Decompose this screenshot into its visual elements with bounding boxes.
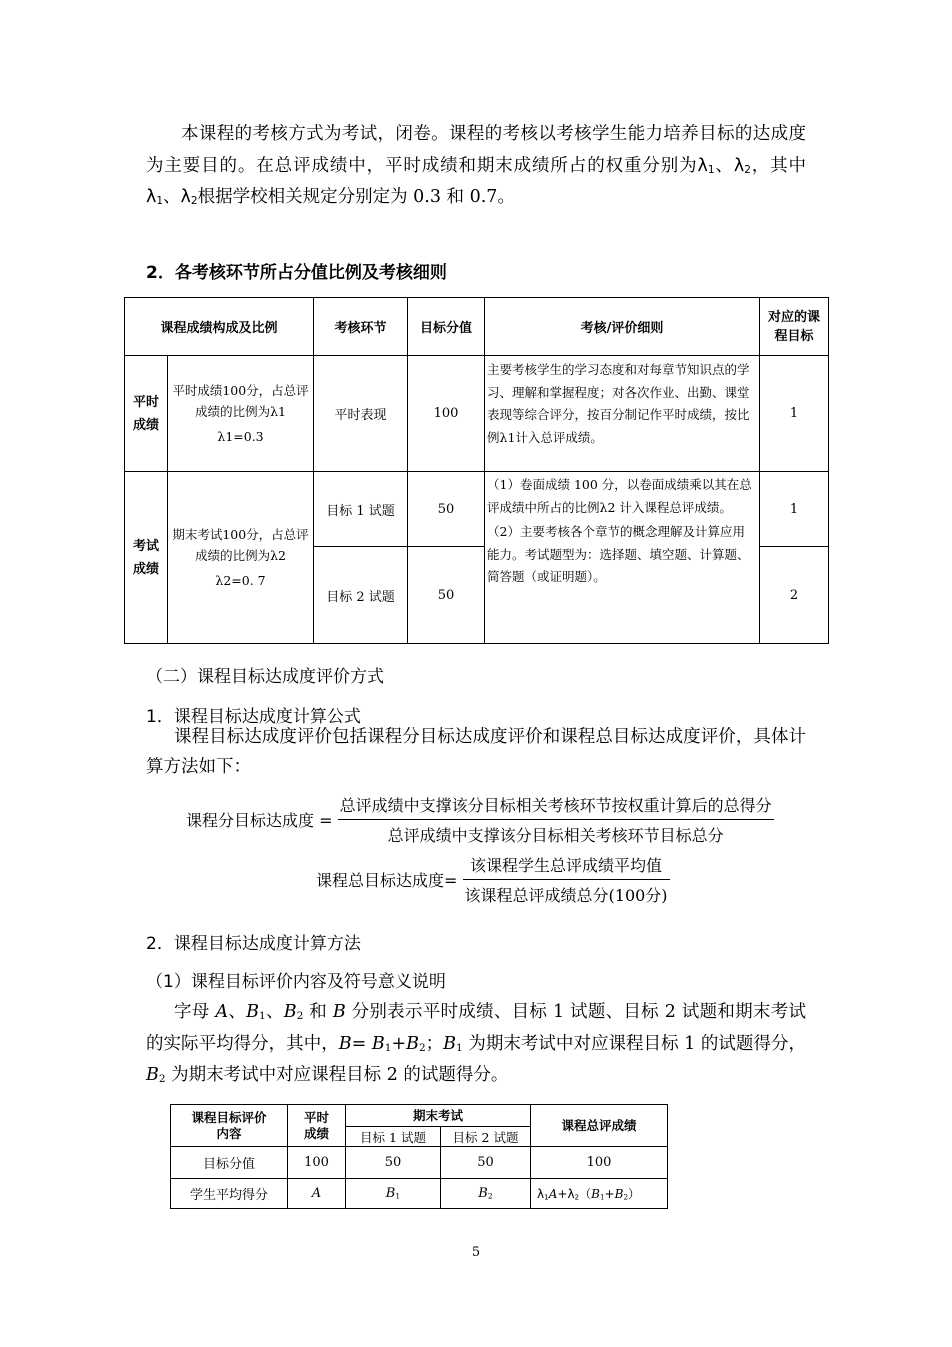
ratio-regular-line1: 平时成绩100分，占总评成绩的比例为λ1	[172, 383, 309, 419]
intro-paragraph: 本课程的考核方式为考试，闭卷。课程的考核以考核学生能力培养目标的达成度为主要目的。在总评成绩中，平时成绩和期末成绩所占的权重分别为$\lambda_1$、$\lambda_2$，其中$\lambda_1$、$\lambda_2$根据学校相关规定分别定为 0.3 和 0.7。	[146, 124, 807, 208]
item-regular: 平时表现	[314, 356, 408, 472]
t2-row1-regular: 100	[288, 1147, 346, 1179]
formula-sub-goal	[186, 793, 774, 846]
section-heading-2: 2．各考核环节所占分值比例及考核细则	[146, 263, 447, 283]
t2-row2-regular: A	[288, 1179, 346, 1209]
t2-row1-exam2: 50	[441, 1147, 531, 1179]
ratio-exam-line1: 期末考试100分，占总评成绩的比例为λ2	[172, 527, 309, 563]
symbol-text-c: 为期末考试中对应课程目标 1 的试题得分，	[468, 1033, 806, 1054]
t2-row1-total: 100	[531, 1147, 668, 1179]
page-number: 5	[471, 1245, 481, 1260]
formula2-lhs: 课程总目标达成度=	[316, 871, 458, 890]
t2-th-exam1: 目标 1 试题	[346, 1127, 441, 1147]
t2-th-content: 课程目标评价内容	[171, 1105, 288, 1147]
t2-row2-total: $\lambda_1A+\lambda_2(B_1+B_2)$	[531, 1179, 668, 1209]
ratio-regular-line2: λ1=0.3	[217, 429, 264, 444]
formula2-numerator: 该课程学生总评成绩平均值	[463, 853, 670, 880]
symbol-paragraph: 字母 A、$B_1$、$B_2$ 和 B 分别表示平时成绩、目标 1 试题、目标 2 试题和期末考试的实际平均得分，其中，$B= B_1+B_2$；$B_1$ 为期末考试中对应课程目标 1 的试题得分，$B_2$ 为期末考试中对应课程目标 2 的试题得分。	[146, 1002, 806, 1086]
t2-row1-label: 目标分值	[171, 1147, 288, 1179]
detail-exam-1: （1）卷面成绩 100 分，以卷面成绩乘以其在总评成绩中所占的比例λ2 计入课程总评成绩。	[487, 477, 752, 515]
t2-row2-label: 学生平均得分	[171, 1179, 288, 1209]
t2-row2-exam1: $B_1$	[346, 1179, 441, 1209]
detail-regular: 主要考核学生的学习态度和对每章节知识点的学习、理解和掌握程度；对各次作业、出勤、课堂表现等综合评分，按百分制记作平时成绩，按比例λ1计入总评成绩。	[485, 356, 760, 472]
assessment-table	[124, 297, 829, 644]
t2-th-exam: 期末考试	[346, 1105, 531, 1127]
score-exam-1: 50	[408, 472, 485, 547]
formula-total-goal	[316, 853, 670, 906]
formula1-denominator: 总评成绩中支撑该分目标相关考核环节目标总分	[387, 826, 724, 845]
score-exam-2: 50	[408, 547, 485, 644]
symbol-text-a: 字母	[174, 1002, 210, 1022]
t2-row1-exam1: 50	[346, 1147, 441, 1179]
item-exam-1: 目标 1 试题	[314, 472, 408, 547]
formula1-fraction	[338, 793, 774, 846]
formula1-numerator: 总评成绩中支撑该分目标相关考核环节按权重计算后的总得分	[338, 793, 774, 820]
symbol-text-d: 为期末考试中对应课程目标 2 的试题得分。	[171, 1065, 509, 1085]
section-b-heading: （二）课程目标达成度评价方式	[146, 667, 384, 687]
goal-regular: 1	[760, 356, 829, 472]
sub2-1-heading: （1）课程目标评价内容及符号意义说明	[146, 972, 446, 992]
th-composition: 课程成绩构成及比例	[125, 298, 314, 356]
th-score: 目标分值	[408, 298, 485, 356]
sub1-paragraph: 课程目标达成度评价包括课程分目标达成度评价和课程总目标达成度评价，具体计算方法如下：	[146, 727, 806, 777]
intro-text-a: 本课程的考核方式为考试，闭卷。课程的考核以考核学生能力培养目标的达成度为主要目的。在总评成绩中，平时成绩和期末成绩所占的权重分别为	[146, 124, 806, 176]
t2-row2-exam2: $B_2$	[441, 1179, 531, 1209]
goal-exam-2: 2	[760, 547, 829, 644]
formula1-lhs: 课程分目标达成度 =	[186, 811, 333, 830]
t2-th-exam2: 目标 2 试题	[441, 1127, 531, 1147]
category-regular: 平时成绩	[125, 356, 168, 472]
intro-text-b: 其中	[770, 155, 807, 176]
formula2-denominator: 该课程总评成绩总分(100分)	[464, 886, 668, 905]
th-item: 考核环节	[314, 298, 408, 356]
sub2-heading: 2．课程目标达成度计算方法	[146, 934, 361, 954]
ratio-exam	[168, 472, 314, 644]
item-exam-2: 目标 2 试题	[314, 547, 408, 644]
detail-exam-2: （2）主要考核各个章节的概念理解及计算应用能力。考试题型为：选择题、填空题、计算题、简答题（或证明题）。	[487, 524, 750, 584]
detail-exam	[485, 472, 760, 644]
category-exam: 考试成绩	[125, 472, 168, 644]
t2-th-total: 课程总评成绩	[531, 1105, 668, 1147]
th-goal: 对应的课程目标	[760, 298, 829, 356]
t2-th-regular: 平时成绩	[288, 1105, 346, 1147]
formula2-fraction	[463, 853, 670, 906]
sub1-heading: 1．课程目标达成度计算公式	[146, 707, 361, 727]
intro-text-c: 根据学校相关规定分别定为 0.3 和 0.7。	[197, 187, 515, 207]
ratio-regular	[168, 356, 314, 472]
goal-evaluation-table	[170, 1104, 668, 1209]
goal-exam-1: 1	[760, 472, 829, 547]
score-regular: 100	[408, 356, 485, 472]
ratio-exam-line2: λ2=0. 7	[215, 573, 266, 588]
th-detail: 考核/评价细则	[485, 298, 760, 356]
symbol-text-b: 分别表示平时成绩、目标 1 试题、目标 2 试题和期末考试的实际平均得分，其中，	[146, 1002, 806, 1054]
